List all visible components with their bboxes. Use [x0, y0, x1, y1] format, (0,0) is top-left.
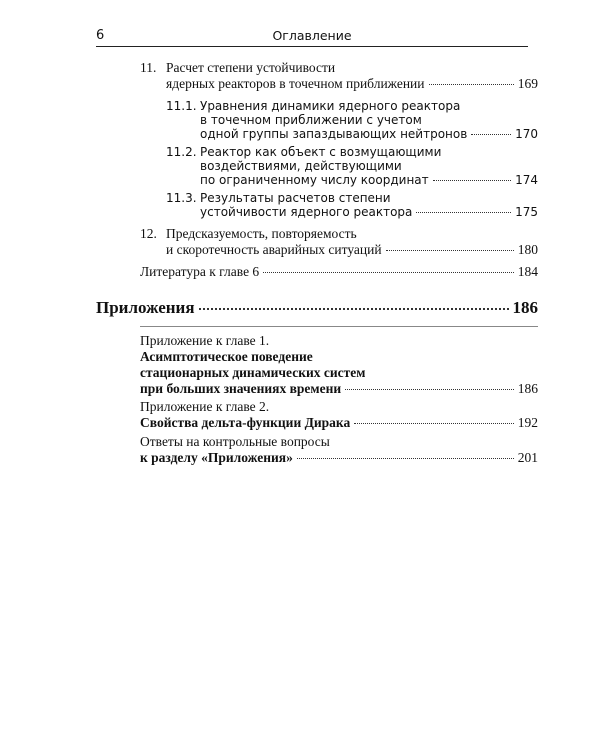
entry-title-line: ядерных реакторов в точечном приближении: [166, 76, 425, 91]
toc-entry-11[interactable]: [140, 60, 538, 92]
entry-page: 180: [517, 242, 538, 257]
entry-title-line: и скоротечность аварийных ситуаций: [166, 242, 382, 257]
entry-number: 11.: [140, 60, 157, 75]
dot-leader: [345, 389, 514, 390]
entry-title-line: Результаты расчетов степени: [200, 191, 391, 205]
toc-entry-appendix-2[interactable]: [140, 399, 538, 431]
toc-entry-11-2[interactable]: [166, 145, 538, 187]
entry-title-line: устойчивости ядерного реактора: [200, 205, 413, 219]
appendix-label: Приложение к главе 1.: [140, 333, 270, 348]
entry-page: 170: [515, 127, 538, 141]
entry-page: 184: [517, 264, 538, 279]
divider: [140, 326, 538, 327]
entry-title-line: в точечном приближении с учетом: [200, 113, 422, 127]
entry-title-line: Расчет степени устойчивости: [166, 60, 336, 75]
entry-page: 186: [512, 298, 538, 317]
toc-entry-answers[interactable]: [140, 434, 538, 466]
dot-leader: [386, 250, 514, 251]
entry-title-line: Свойства дельта-функции Дирака: [140, 415, 351, 430]
page-header: [96, 28, 528, 47]
entry-page: 192: [517, 415, 538, 430]
toc-entry-appendix-1[interactable]: [140, 333, 538, 397]
dot-leader: [199, 308, 509, 310]
entry-page: 169: [517, 76, 538, 91]
entry-title-line: одной группы запаздывающих нейтронов: [200, 127, 468, 141]
entry-title-line: Литература к главе 6: [140, 264, 260, 279]
entry-number: 11.2.: [166, 145, 197, 159]
entry-number: 11.1.: [166, 99, 197, 113]
entry-page: 174: [515, 173, 538, 187]
dot-leader: [354, 423, 514, 424]
entry-number: 12.: [140, 226, 157, 241]
entry-page: 201: [517, 450, 538, 465]
dot-leader: [416, 212, 511, 213]
running-title: Оглавление: [272, 28, 352, 43]
toc-entry-literature[interactable]: [140, 264, 538, 280]
entry-title-line: Уравнения динамики ядерного реактора: [200, 99, 461, 113]
toc-entry-12[interactable]: [140, 226, 538, 258]
entry-page: 186: [517, 381, 538, 396]
entry-number: 11.3.: [166, 191, 197, 205]
entry-title-line: к разделу «Приложения»: [140, 450, 293, 465]
entry-title-line: Ответы на контрольные вопросы: [140, 434, 330, 449]
dot-leader: [297, 458, 514, 459]
page-number: 6: [96, 28, 105, 43]
entry-title-line: стационарных динамических систем: [140, 365, 366, 380]
dot-leader: [471, 134, 511, 135]
entry-title-line: по ограниченному числу координат: [200, 173, 429, 187]
toc-entry-11-1[interactable]: [166, 99, 538, 141]
appendix-label: Приложение к главе 2.: [140, 399, 270, 414]
dot-leader: [263, 272, 514, 273]
dot-leader: [433, 180, 511, 181]
entry-title-line: Предсказуемость, повторяемость: [166, 226, 357, 241]
dot-leader: [429, 84, 514, 85]
toc-entry-11-3[interactable]: [166, 191, 538, 219]
toc-entry-appendices[interactable]: [96, 298, 538, 318]
entry-title-line: воздействиями, действующими: [200, 159, 402, 173]
section-title: Приложения: [96, 298, 195, 317]
entry-title-line: Асимптотическое поведение: [140, 349, 313, 364]
entry-title-line: при больших значениях времени: [140, 381, 342, 396]
entry-title-line: Реактор как объект с возмущающими: [200, 145, 442, 159]
entry-page: 175: [515, 205, 538, 219]
